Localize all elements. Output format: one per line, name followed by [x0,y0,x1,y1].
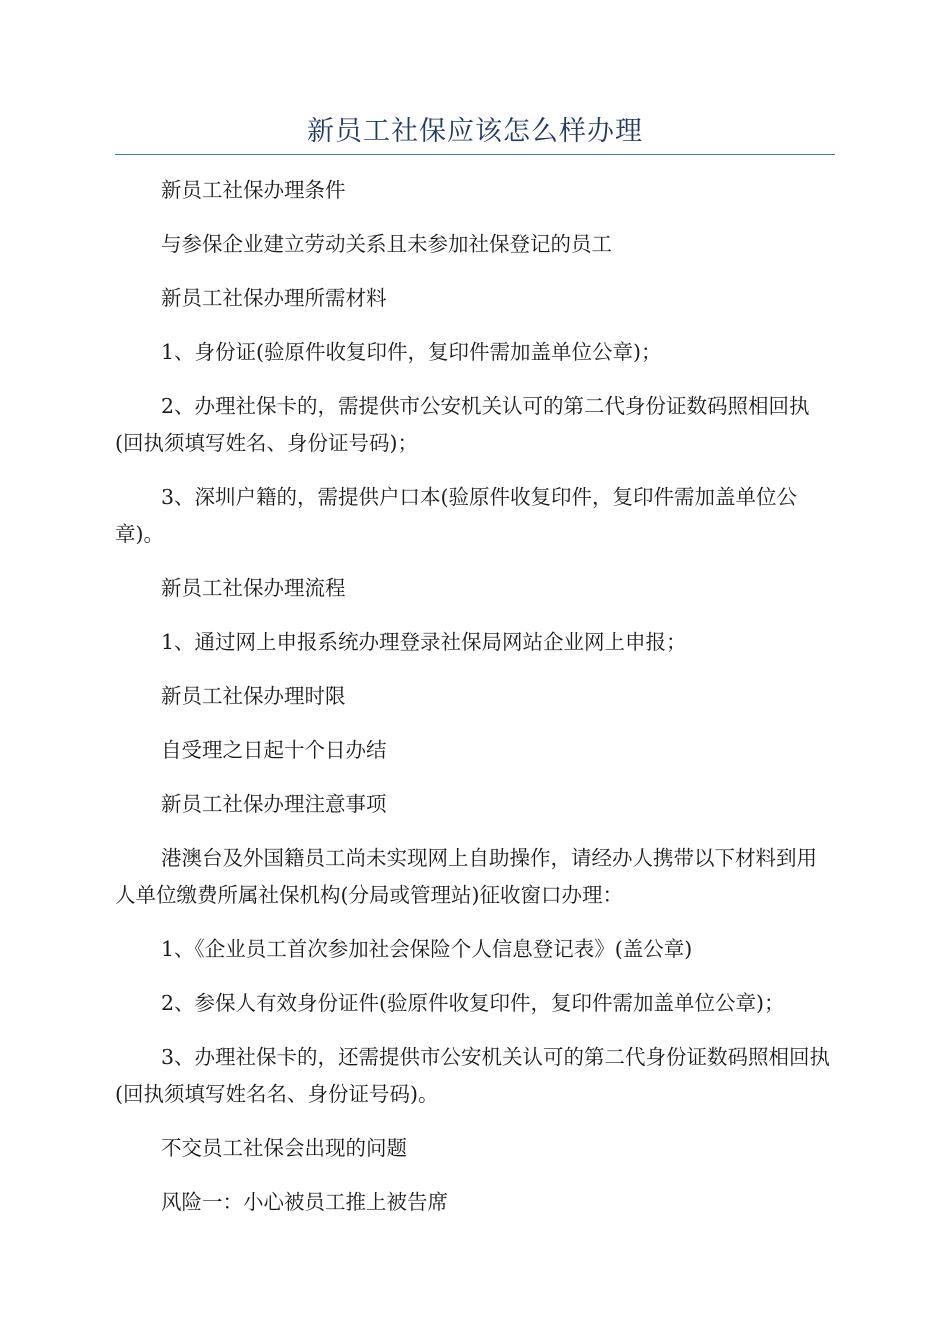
paragraph: 3、办理社保卡的，还需提供市公安机关认可的第二代身份证数码照相回执(回执须填写姓名名、身份证号码)。 [115,1045,831,1106]
paragraph: 1、通过网上申报系统办理登录社保局网站企业网上申报； [161,630,687,654]
document-body [115,172,835,1238]
paragraph: 与参保企业建立劳动关系且未参加社保登记的员工 [161,232,612,256]
paragraph: 新员工社保办理条件 [161,178,346,202]
document-title: 新员工社保应该怎么样办理 [307,116,643,147]
paragraph: 2、办理社保卡的，需提供市公安机关认可的第二代身份证数码照相回执(回执须填写姓名、身份证号码)； [115,394,810,455]
paragraph: 风险一：小心被员工推上被告席 [161,1190,448,1214]
paragraph: 新员工社保办理注意事项 [161,792,387,816]
title-underline [115,154,835,155]
paragraph: 1、《企业员工首次参加社会保险个人信息登记表》(盖公章) [161,937,693,961]
paragraph: 自受理之日起十个日办结 [161,738,387,762]
paragraph: 2、参保人有效身份证件(验原件收复印件，复印件需加盖单位公章)； [161,991,785,1015]
paragraph: 3、深圳户籍的，需提供户口本(验原件收复印件，复印件需加盖单位公章)。 [115,485,798,546]
paragraph: 新员工社保办理时限 [161,684,346,708]
paragraph: 1、身份证(验原件收复印件，复印件需加盖单位公章)； [161,340,662,364]
paragraph: 港澳台及外国籍员工尚未实现网上自助操作，请经办人携带以下材料到用人单位缴费所属社保机构(分局或管理站)征收窗口办理： [115,846,817,907]
paragraph: 不交员工社保会出现的问题 [161,1136,407,1160]
paragraph: 新员工社保办理流程 [161,576,346,600]
paragraph: 新员工社保办理所需材料 [161,286,387,310]
